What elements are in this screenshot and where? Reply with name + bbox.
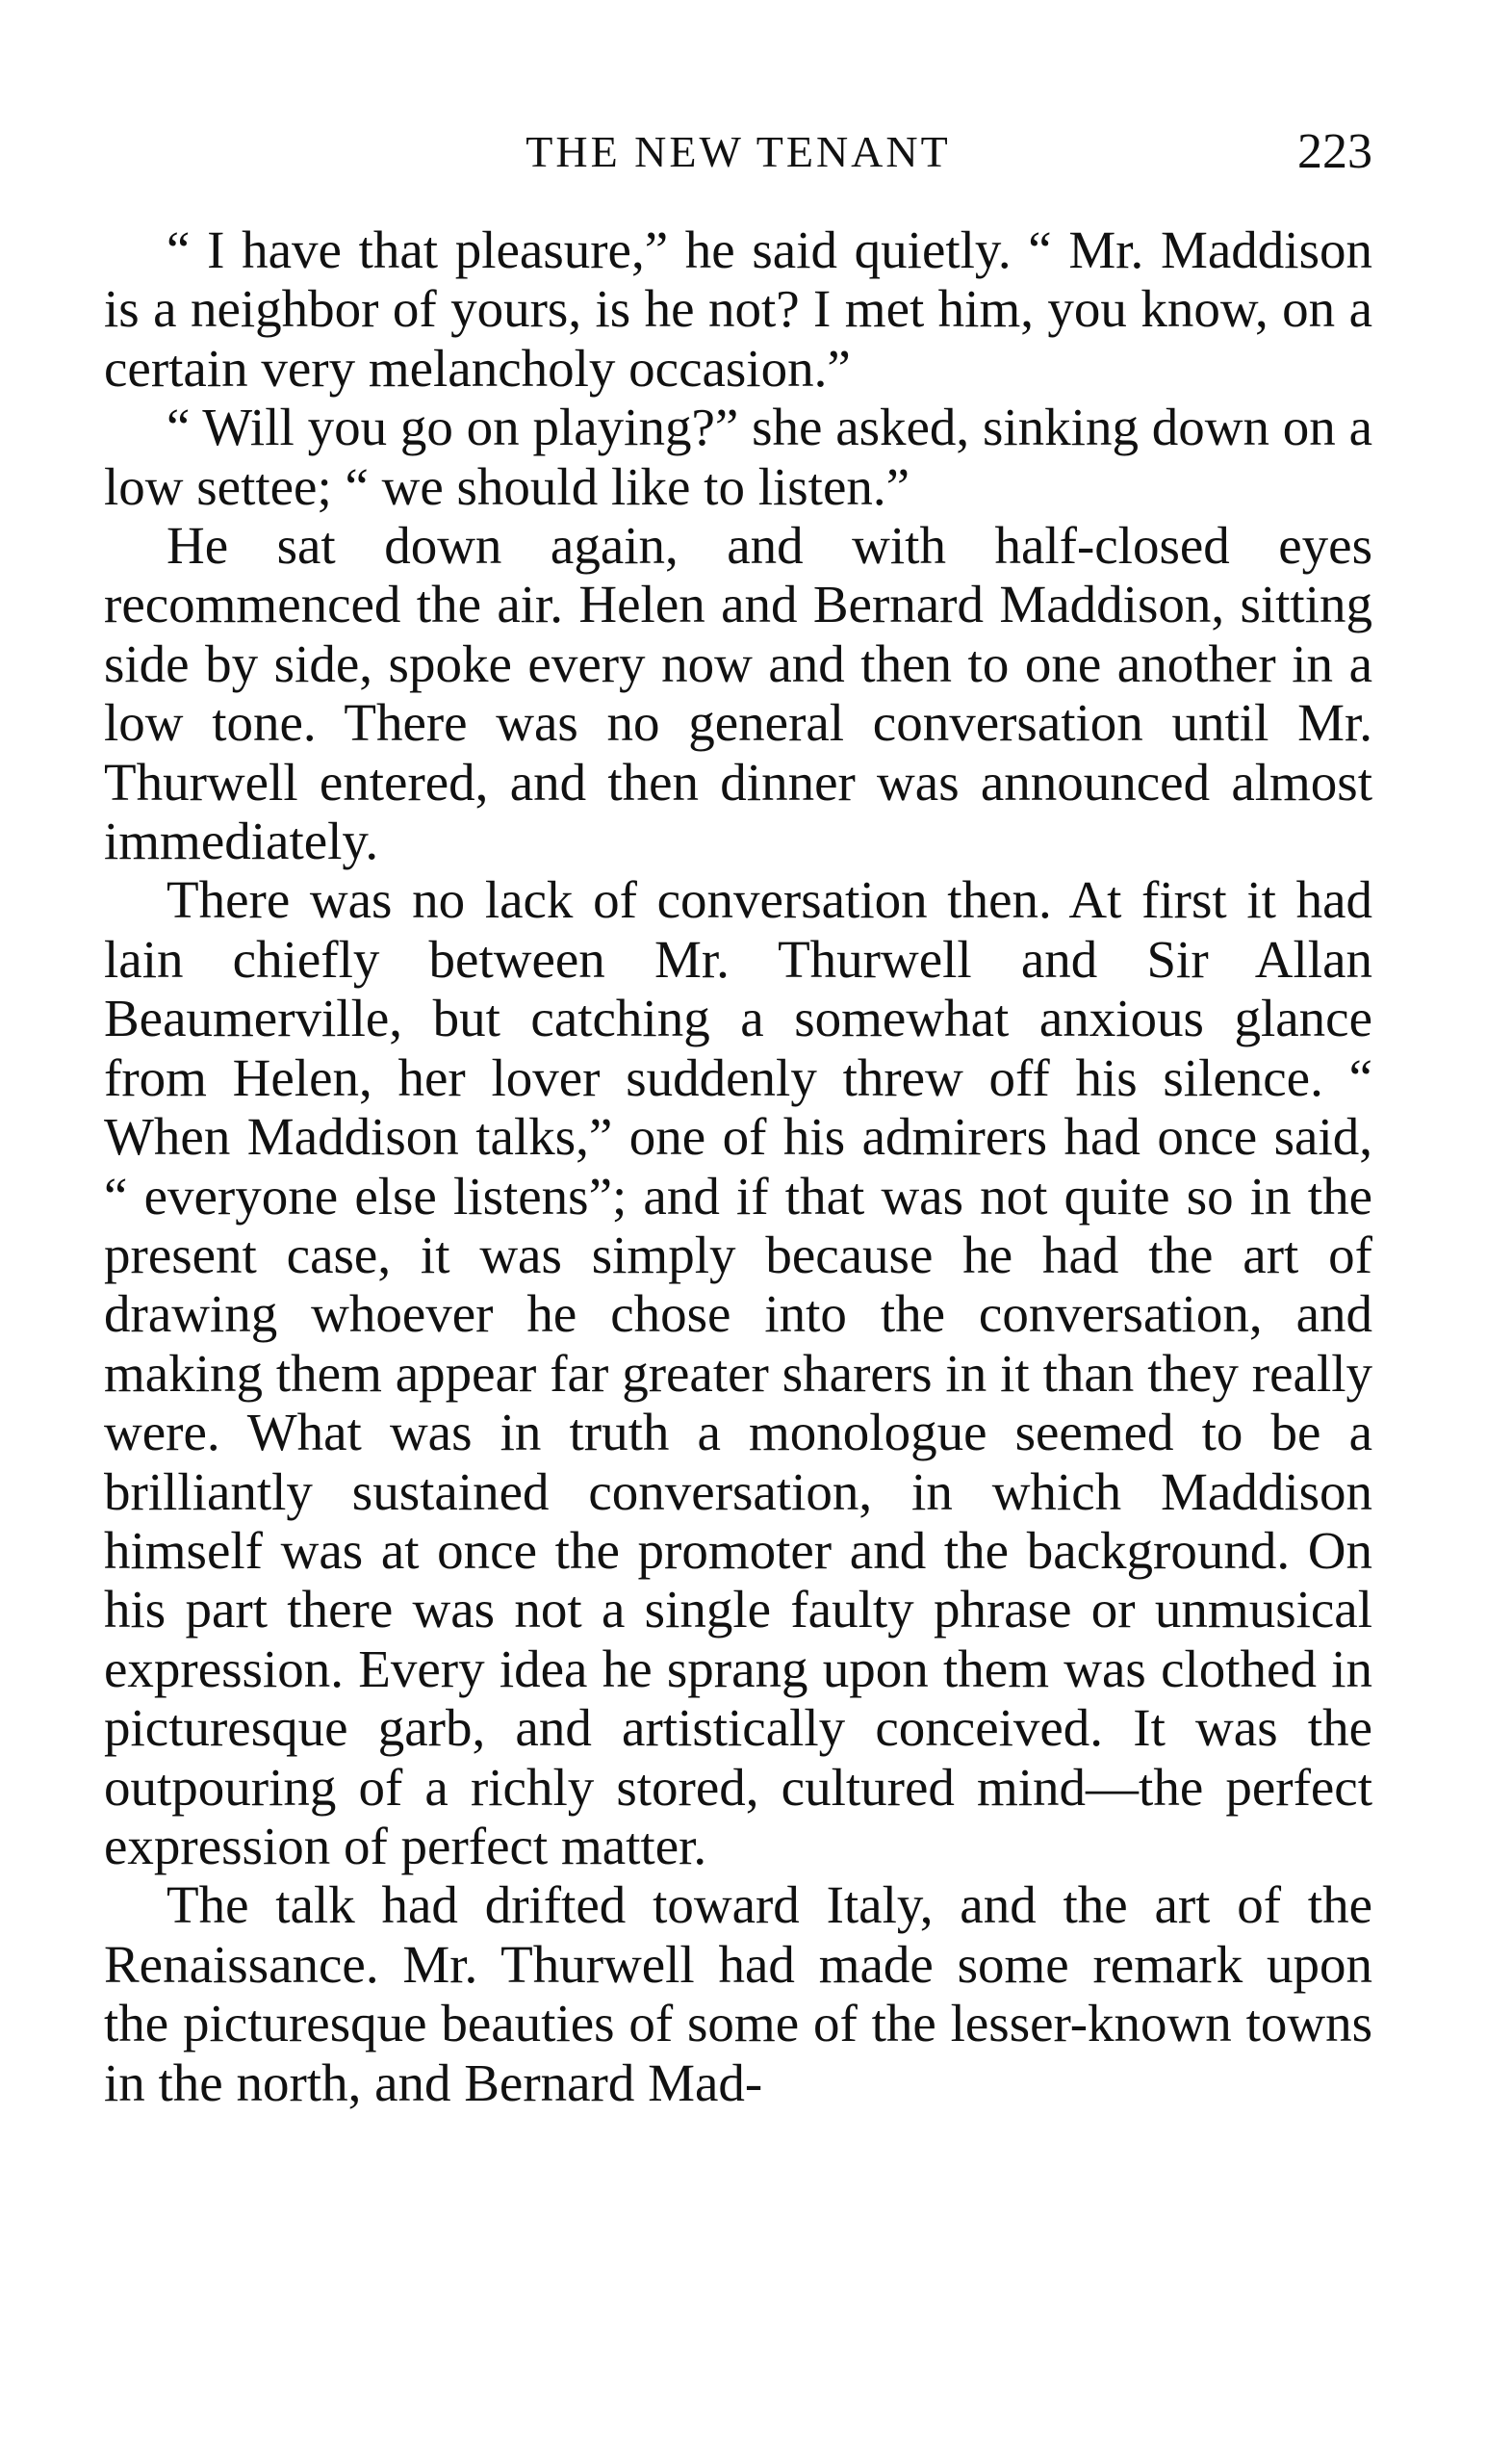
- running-header: [104, 123, 1372, 181]
- page-number: 223: [1297, 124, 1372, 179]
- paragraph-3: He sat down again, and with half-closed eyes recommenced the air. Helen and Bernard Maddison, sitting side by side, spoke every now and then to one another in a low tone. There was no general conversation until Mr. Thurwell entered, and then dinner was announced almost immediately.: [104, 516, 1372, 871]
- paragraph-5: The talk had drifted toward Italy, and the art of the Renaissance. Mr. Thurwell had made some remark upon the picturesque beauties of some of the lesser-known towns in the north, and Bernard Mad-: [104, 1875, 1372, 2112]
- paragraph-4: There was no lack of conversation then. At first it had lain chiefly between Mr. Thurwell and Sir Allan Beaumerville, but catching a somewhat anxious glance from Helen, her lover suddenly threw off his silence. “ When Maddison talks,” one of his admirers had once said, “ everyone else listens”; and if that was not quite so in the present case, it was simply because he had the art of drawing whoever he chose into the conversation, and making them appear far greater sharers in it than they really were. What was in truth a monologue seemed to be a brilliantly sustained conversation, in which Maddison himself was at once the promoter and the background. On his part there was not a single faulty phrase or unmusical expression. Every idea he sprang upon them was clothed in picturesque garb, and artistically conceived. It was the outpouring of a richly stored, cultured mind—the perfect expression of perfect matter.: [104, 870, 1372, 1875]
- body-text: [104, 220, 1372, 2112]
- running-title: THE NEW TENANT: [525, 127, 951, 176]
- paragraph-2: “ Will you go on playing?” she asked, sinking down on a low settee; “ we should like to listen.”: [104, 398, 1372, 516]
- paragraph-1: “ I have that pleasure,” he said quietly. “ Mr. Maddison is a neighbor of yours, is he not? I met him, you know, on a certain very melancholy occasion.”: [104, 220, 1372, 398]
